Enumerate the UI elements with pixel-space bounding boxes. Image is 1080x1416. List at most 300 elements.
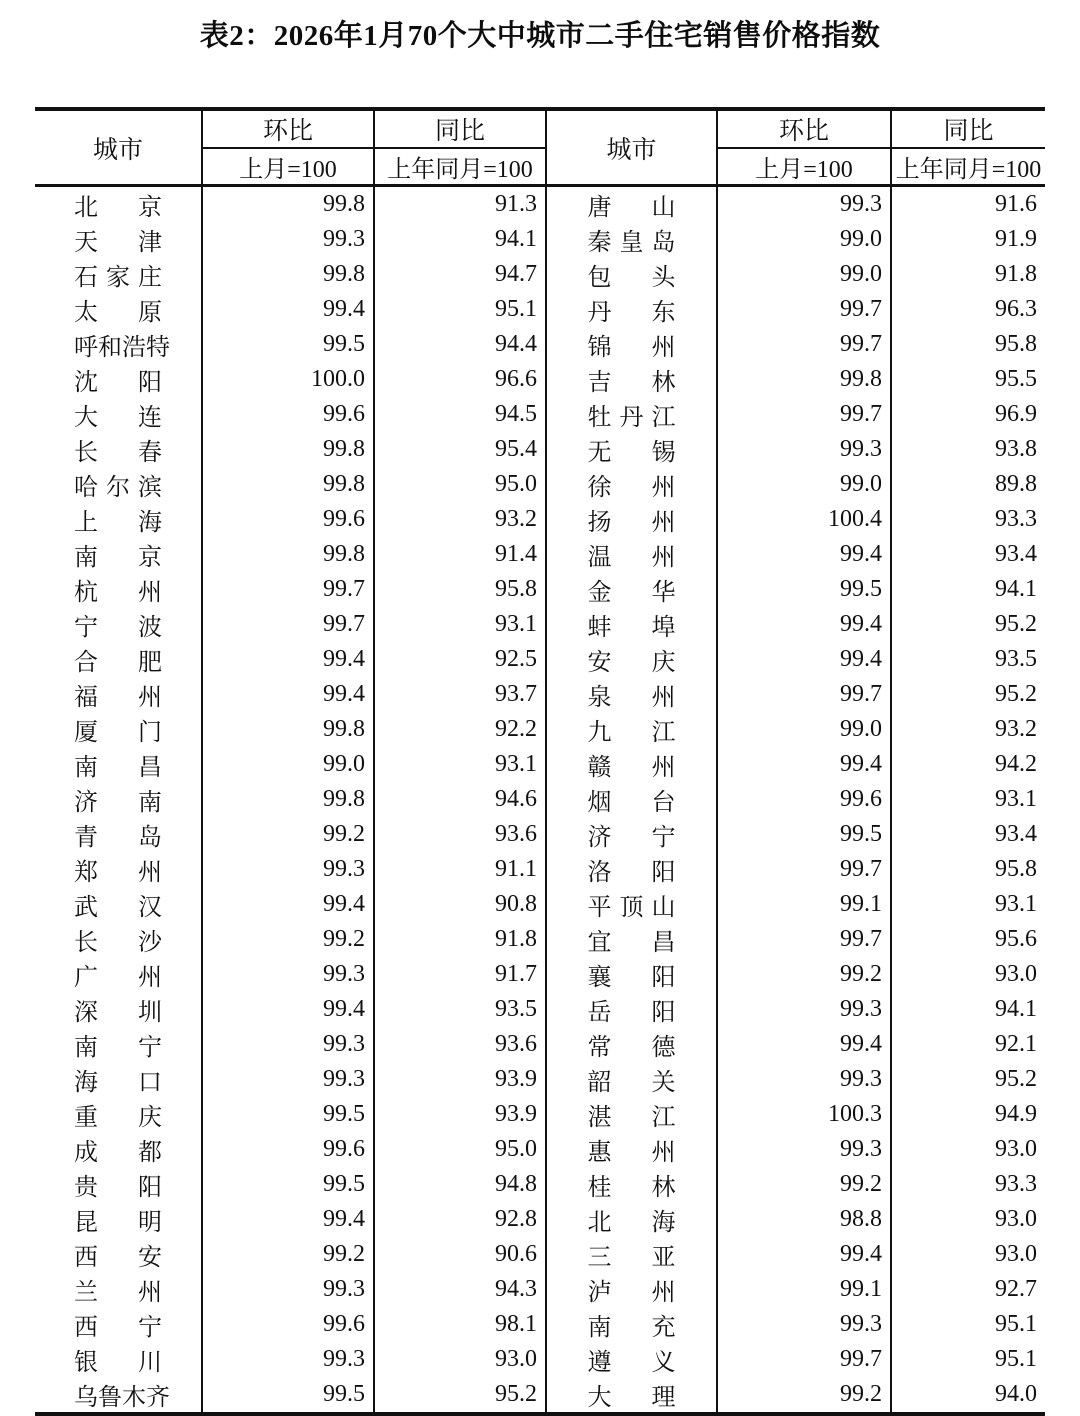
city-cell [546, 1272, 717, 1307]
city-cell [546, 1307, 717, 1342]
city-name: 北 海 [587, 1210, 676, 1236]
mom-value: 99.2 [717, 957, 891, 992]
city-name: 牡 丹 江 [587, 405, 676, 431]
city-cell [35, 1132, 202, 1167]
yoy-value: 95.4 [374, 432, 546, 467]
city-cell [35, 1097, 202, 1132]
table-row [35, 327, 1045, 362]
city-cell [35, 677, 202, 712]
yoy-value: 94.5 [374, 397, 546, 432]
city-cell [35, 817, 202, 852]
city-cell [546, 397, 717, 432]
mom-value: 99.3 [202, 1272, 374, 1307]
mom-value: 99.7 [202, 572, 374, 607]
city-name: 重 庆 [74, 1105, 162, 1131]
mom-value: 99.3 [202, 1062, 374, 1097]
mom-value: 99.2 [717, 1377, 891, 1414]
mom-value: 99.5 [202, 1097, 374, 1132]
city-cell [546, 922, 717, 957]
city-name: 大 连 [74, 405, 162, 431]
city-name: 杭 州 [74, 580, 162, 606]
table-row [35, 817, 1045, 852]
city-name: 哈 尔 滨 [74, 475, 162, 501]
table-row [35, 607, 1045, 642]
city-cell [35, 1202, 202, 1237]
yoy-value: 95.2 [374, 1377, 546, 1414]
header-mom-base-left: 上月=100 [202, 148, 374, 186]
city-name: 天 津 [74, 230, 162, 256]
mom-value: 99.0 [717, 467, 891, 502]
yoy-value: 93.3 [995, 1171, 1037, 1197]
mom-value: 99.2 [202, 817, 374, 852]
yoy-value: 95.1 [995, 1311, 1037, 1337]
city-cell [35, 292, 202, 327]
yoy-value: 94.7 [374, 257, 546, 292]
mom-value: 99.4 [202, 992, 374, 1027]
city-cell [546, 502, 717, 537]
city-cell [35, 992, 202, 1027]
city-cell [35, 1342, 202, 1377]
city-name: 西 安 [74, 1245, 162, 1271]
mom-value: 99.6 [717, 782, 891, 817]
table-row [35, 257, 1045, 292]
city-cell [546, 1062, 717, 1097]
mom-value: 99.0 [202, 747, 374, 782]
city-cell [35, 1167, 202, 1202]
yoy-value: 95.8 [995, 331, 1037, 357]
yoy-value: 95.8 [995, 856, 1037, 882]
yoy-value: 93.3 [995, 506, 1037, 532]
yoy-value: 94.4 [374, 327, 546, 362]
mom-value: 99.1 [717, 1272, 891, 1307]
mom-value: 99.2 [202, 922, 374, 957]
city-cell [546, 327, 717, 362]
header-city-right: 城市 [546, 109, 717, 186]
city-cell [35, 607, 202, 642]
city-cell [35, 1272, 202, 1307]
city-name: 海 口 [74, 1070, 162, 1096]
city-cell [546, 607, 717, 642]
city-name: 赣 州 [587, 755, 676, 781]
city-name: 深 圳 [74, 1000, 162, 1026]
mom-value: 99.3 [717, 432, 891, 467]
table-row [35, 1202, 1045, 1237]
header-city-left: 城市 [35, 109, 202, 186]
mom-value: 99.8 [202, 467, 374, 502]
yoy-value: 93.2 [374, 502, 546, 537]
header-yoy-left: 同比 [374, 109, 546, 148]
table-row [35, 467, 1045, 502]
table-row [35, 782, 1045, 817]
mom-value: 99.4 [717, 537, 891, 572]
yoy-value: 93.6 [374, 817, 546, 852]
city-cell [35, 782, 202, 817]
price-index-table [35, 107, 1045, 1416]
yoy-value: 92.8 [374, 1202, 546, 1237]
city-name: 大 理 [587, 1385, 676, 1411]
city-name: 沈 阳 [74, 370, 162, 396]
yoy-value: 94.1 [374, 222, 546, 257]
city-cell [35, 922, 202, 957]
mom-value: 99.7 [717, 397, 891, 432]
city-name: 武 汉 [74, 895, 162, 921]
city-name: 长 春 [74, 440, 162, 466]
table-row [35, 1237, 1045, 1272]
yoy-value: 93.1 [995, 786, 1037, 812]
mom-value: 99.2 [717, 1167, 891, 1202]
yoy-value: 95.5 [995, 366, 1037, 392]
city-cell [546, 782, 717, 817]
city-name: 洛 阳 [587, 860, 676, 886]
mom-value: 99.4 [202, 887, 374, 922]
header-row-metrics [35, 109, 1045, 148]
city-cell [35, 642, 202, 677]
city-name: 济 南 [74, 790, 162, 816]
mom-value: 99.6 [202, 397, 374, 432]
city-cell [546, 1027, 717, 1062]
city-cell [546, 1237, 717, 1272]
yoy-value: 93.0 [995, 1241, 1037, 1267]
yoy-value: 91.9 [995, 226, 1037, 252]
city-cell [546, 817, 717, 852]
city-cell [546, 957, 717, 992]
yoy-value: 91.6 [995, 191, 1037, 217]
table-row [35, 1272, 1045, 1307]
mom-value: 99.7 [717, 1342, 891, 1377]
yoy-value: 95.0 [374, 1132, 546, 1167]
table-row [35, 642, 1045, 677]
mom-value: 99.4 [717, 607, 891, 642]
yoy-value: 90.8 [374, 887, 546, 922]
table-row [35, 397, 1045, 432]
city-cell [546, 887, 717, 922]
yoy-value: 92.5 [374, 642, 546, 677]
yoy-value: 93.4 [995, 541, 1037, 567]
yoy-value: 93.1 [374, 747, 546, 782]
yoy-value: 94.6 [374, 782, 546, 817]
city-name: 包 头 [587, 265, 676, 291]
city-name: 宜 昌 [587, 930, 676, 956]
city-cell [35, 397, 202, 432]
table-row [35, 747, 1045, 782]
mom-value: 99.5 [202, 1377, 374, 1414]
yoy-value: 94.0 [995, 1381, 1037, 1407]
city-name: 泸 州 [587, 1280, 676, 1306]
header-yoy-right: 同比 [891, 109, 1045, 148]
mom-value: 99.8 [202, 257, 374, 292]
mom-value: 99.3 [717, 1132, 891, 1167]
table-row [35, 992, 1045, 1027]
city-name: 兰 州 [74, 1280, 162, 1306]
header-mom-base-right: 上月=100 [717, 148, 891, 186]
table-row [35, 1377, 1045, 1414]
mom-value: 99.3 [202, 957, 374, 992]
table-row [35, 292, 1045, 327]
city-name: 合 肥 [74, 650, 162, 676]
city-cell [546, 572, 717, 607]
city-cell [546, 222, 717, 257]
mom-value: 99.5 [717, 817, 891, 852]
header-yoy-base-right: 上年同月=100 [891, 148, 1045, 186]
yoy-value: 91.4 [374, 537, 546, 572]
city-name: 无 锡 [587, 440, 676, 466]
mom-value: 99.3 [202, 852, 374, 887]
city-name: 长 沙 [74, 930, 162, 956]
yoy-value: 93.0 [374, 1342, 546, 1377]
city-cell [546, 1377, 717, 1414]
mom-value: 99.3 [717, 1062, 891, 1097]
yoy-value: 95.2 [995, 611, 1037, 637]
yoy-value: 98.1 [374, 1307, 546, 1342]
yoy-value: 91.8 [995, 261, 1037, 287]
city-cell [546, 362, 717, 397]
city-cell [35, 467, 202, 502]
city-cell [546, 1167, 717, 1202]
city-name: 银 川 [74, 1350, 162, 1376]
yoy-value: 93.5 [374, 992, 546, 1027]
mom-value: 99.7 [717, 327, 891, 362]
yoy-value: 95.1 [374, 292, 546, 327]
mom-value: 99.5 [717, 572, 891, 607]
table-row [35, 432, 1045, 467]
mom-value: 99.5 [202, 327, 374, 362]
header-mom-left: 环比 [202, 109, 374, 148]
city-name: 温 州 [587, 545, 676, 571]
yoy-value: 91.7 [374, 957, 546, 992]
table-row [35, 1027, 1045, 1062]
yoy-value: 94.1 [995, 996, 1037, 1022]
city-cell [35, 327, 202, 362]
table-row [35, 537, 1045, 572]
city-cell [546, 852, 717, 887]
mom-value: 99.3 [202, 1027, 374, 1062]
city-name: 丹 东 [587, 300, 676, 326]
city-cell [35, 362, 202, 397]
mom-value: 99.4 [717, 642, 891, 677]
yoy-value: 93.1 [374, 607, 546, 642]
mom-value: 99.8 [202, 186, 374, 223]
city-cell [35, 1027, 202, 1062]
city-name: 桂 林 [587, 1175, 676, 1201]
yoy-value: 95.2 [995, 681, 1037, 707]
city-cell [35, 502, 202, 537]
table-row [35, 922, 1045, 957]
yoy-value: 91.1 [374, 852, 546, 887]
city-cell [546, 537, 717, 572]
city-name: 扬 州 [587, 510, 676, 536]
mom-value: 99.6 [202, 1307, 374, 1342]
city-name: 惠 州 [587, 1140, 676, 1166]
table-row [35, 887, 1045, 922]
city-name: 太 原 [74, 300, 162, 326]
yoy-value: 91.8 [374, 922, 546, 957]
city-cell [35, 186, 202, 223]
city-name: 湛 江 [587, 1105, 676, 1131]
city-cell [35, 1307, 202, 1342]
city-name: 安 庆 [587, 650, 676, 676]
city-name: 成 都 [74, 1140, 162, 1166]
city-name: 呼 和 浩 特 [74, 335, 170, 361]
city-cell [35, 852, 202, 887]
table-row [35, 572, 1045, 607]
yoy-value: 94.1 [995, 576, 1037, 602]
table-row [35, 957, 1045, 992]
mom-value: 99.4 [202, 677, 374, 712]
city-name: 烟 台 [587, 790, 676, 816]
city-name: 西 宁 [74, 1315, 162, 1341]
yoy-value: 93.4 [995, 821, 1037, 847]
mom-value: 99.7 [717, 677, 891, 712]
mom-value: 99.7 [717, 852, 891, 887]
city-name: 唐 山 [587, 195, 676, 221]
mom-value: 99.0 [717, 712, 891, 747]
yoy-value: 93.9 [374, 1097, 546, 1132]
city-name: 金 华 [587, 580, 676, 606]
mom-value: 99.0 [717, 257, 891, 292]
yoy-value: 96.9 [995, 401, 1037, 427]
mom-value: 99.3 [202, 222, 374, 257]
yoy-value: 94.2 [995, 751, 1037, 777]
mom-value: 99.8 [717, 362, 891, 397]
city-name: 上 海 [74, 510, 162, 536]
mom-value: 99.2 [202, 1237, 374, 1272]
city-cell [546, 1097, 717, 1132]
city-name: 广 州 [74, 965, 162, 991]
mom-value: 100.3 [717, 1097, 891, 1132]
city-cell [546, 1132, 717, 1167]
mom-value: 99.7 [202, 607, 374, 642]
yoy-value: 93.2 [995, 716, 1037, 742]
table-row [35, 1062, 1045, 1097]
table-title: 表2：2026年1月70个大中城市二手住宅销售价格指数 [199, 20, 881, 52]
table-body [35, 186, 1045, 1415]
mom-value: 99.3 [717, 992, 891, 1027]
yoy-value: 93.6 [374, 1027, 546, 1062]
city-name: 平 顶 山 [587, 895, 676, 921]
mom-value: 98.8 [717, 1202, 891, 1237]
city-name: 北 京 [74, 195, 162, 221]
yoy-value: 93.0 [995, 1206, 1037, 1232]
city-cell [35, 887, 202, 922]
mom-value: 99.8 [202, 537, 374, 572]
table-row [35, 1307, 1045, 1342]
city-cell [35, 572, 202, 607]
mom-value: 99.6 [202, 1132, 374, 1167]
city-cell [546, 257, 717, 292]
city-name: 韶 关 [587, 1070, 676, 1096]
city-cell [35, 222, 202, 257]
mom-value: 99.6 [202, 502, 374, 537]
yoy-value: 92.2 [374, 712, 546, 747]
yoy-value: 95.8 [374, 572, 546, 607]
city-name: 乌 鲁 木 齐 [74, 1385, 170, 1411]
city-name: 蚌 埠 [587, 615, 676, 641]
city-name: 三 亚 [587, 1245, 676, 1271]
table-row [35, 362, 1045, 397]
city-cell [35, 747, 202, 782]
yoy-value: 93.7 [374, 677, 546, 712]
mom-value: 99.3 [202, 1342, 374, 1377]
mom-value: 99.8 [202, 712, 374, 747]
yoy-value: 94.9 [995, 1101, 1037, 1127]
city-name: 贵 阳 [74, 1175, 162, 1201]
mom-value: 99.7 [717, 922, 891, 957]
yoy-value: 93.8 [995, 436, 1037, 462]
mom-value: 99.7 [717, 292, 891, 327]
mom-value: 99.8 [202, 782, 374, 817]
mom-value: 99.4 [717, 747, 891, 782]
table-row [35, 852, 1045, 887]
city-cell [35, 712, 202, 747]
header-yoy-base-left: 上年同月=100 [374, 148, 546, 186]
city-cell [546, 642, 717, 677]
city-cell [546, 1202, 717, 1237]
city-cell [546, 432, 717, 467]
yoy-value: 90.6 [374, 1237, 546, 1272]
mom-value: 99.4 [202, 1202, 374, 1237]
city-name: 常 德 [587, 1035, 676, 1061]
city-cell [546, 1342, 717, 1377]
city-name: 南 充 [587, 1315, 676, 1341]
yoy-value: 93.1 [995, 891, 1037, 917]
city-cell [546, 467, 717, 502]
table-row [35, 1167, 1045, 1202]
yoy-value: 93.9 [374, 1062, 546, 1097]
city-cell [35, 1377, 202, 1414]
city-name: 青 岛 [74, 825, 162, 851]
city-name: 遵 义 [587, 1350, 676, 1376]
city-name: 徐 州 [587, 475, 676, 501]
mom-value: 99.4 [202, 292, 374, 327]
table-row [35, 502, 1045, 537]
mom-value: 99.8 [202, 432, 374, 467]
city-name: 福 州 [74, 685, 162, 711]
yoy-value: 95.1 [995, 1346, 1037, 1372]
city-name: 吉 林 [587, 370, 676, 396]
city-name: 厦 门 [74, 720, 162, 746]
table-row [35, 186, 1045, 223]
city-cell [35, 537, 202, 572]
table-row [35, 222, 1045, 257]
table-header [35, 109, 1045, 186]
yoy-value: 93.0 [995, 1136, 1037, 1162]
mom-value: 100.0 [202, 362, 374, 397]
table-row [35, 677, 1045, 712]
city-name: 南 昌 [74, 755, 162, 781]
city-cell [35, 1062, 202, 1097]
yoy-value: 96.3 [995, 296, 1037, 322]
mom-value: 99.4 [202, 642, 374, 677]
mom-value: 99.3 [717, 1307, 891, 1342]
yoy-value: 93.0 [995, 961, 1037, 987]
table-row [35, 1342, 1045, 1377]
city-name: 泉 州 [587, 685, 676, 711]
city-name: 南 京 [74, 545, 162, 571]
table-row [35, 1097, 1045, 1132]
city-cell [546, 677, 717, 712]
yoy-value: 91.3 [374, 186, 546, 223]
city-name: 郑 州 [74, 860, 162, 886]
city-cell [35, 257, 202, 292]
city-cell [546, 186, 717, 223]
header-mom-right: 环比 [717, 109, 891, 148]
city-cell [546, 992, 717, 1027]
city-name: 宁 波 [74, 615, 162, 641]
city-name: 岳 阳 [587, 1000, 676, 1026]
yoy-value: 94.3 [374, 1272, 546, 1307]
yoy-value: 95.0 [374, 467, 546, 502]
mom-value: 99.3 [717, 186, 891, 223]
